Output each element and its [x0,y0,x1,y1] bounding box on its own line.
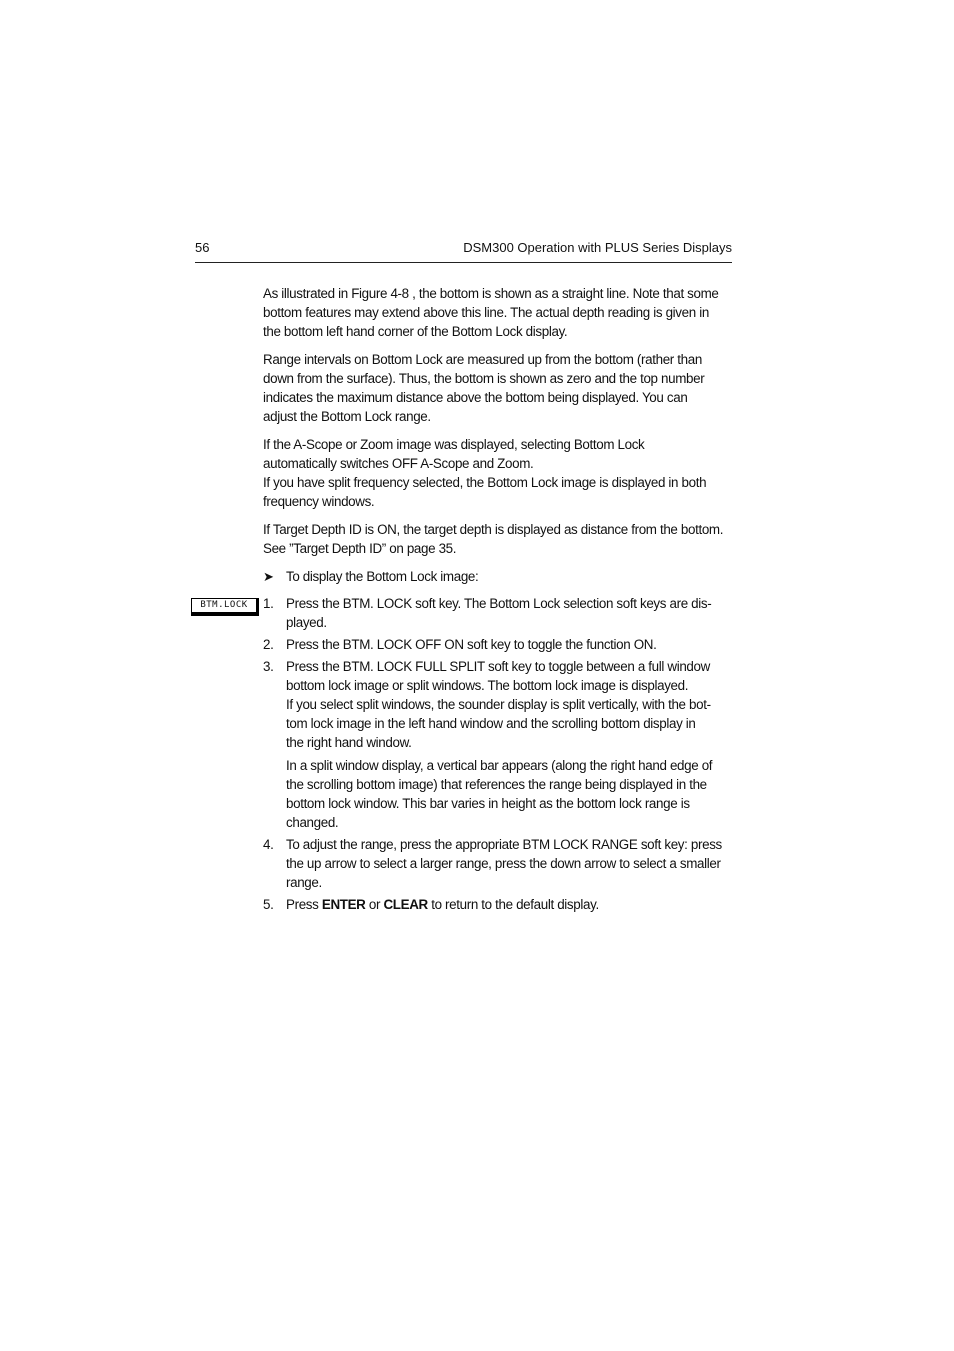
text-line: If you have split frequency selected, the Bottom Lock image is displayed in both [263,475,707,490]
step-5-text-end: to return to the default display. [431,897,599,912]
text-line: frequency windows. [263,494,375,509]
text-line: changed. [286,815,339,830]
text-line: If the A-Scope or Zoom image was displayed, selecting Bottom Lock [263,437,645,452]
text-line: adjust the Bottom Lock range. [263,409,431,424]
step-number: 5. [263,897,274,912]
step-5 [263,895,733,914]
enter-key-label: ENTER [321,897,366,912]
arrow-icon: ➤ [263,569,274,584]
running-title: DSM300 Operation with PLUS Series Displays [463,240,732,255]
text-line: range. [286,875,322,890]
procedure-intro-text: To display the Bottom Lock image: [286,569,479,584]
text-line: Press the BTM. LOCK FULL SPLIT soft key to toggle between a full window [286,659,710,674]
step-number: 1. [263,596,274,611]
text-line: See ”Target Depth ID” on page 35. [263,541,457,556]
paragraph-ascope-zoom [263,435,733,511]
text-line: played. [286,615,327,630]
text-line: the scrolling bottom image) that references the range being displayed in the [286,777,707,792]
text-line: automatically switches OFF A-Scope and Zoom. [263,456,534,471]
btm-lock-softkey-icon: BTM.LOCK [191,598,259,616]
paragraph-range-intervals [263,350,733,426]
step-5-text-start: Press [286,897,319,912]
step-4 [263,835,733,892]
text-line: the up arrow to select a larger range, press the down arrow to select a smaller [286,856,721,871]
text-line: To adjust the range, press the appropriate BTM LOCK RANGE soft key: press [286,837,722,852]
text-line: bottom features may extend above this line. The actual depth reading is given in [263,305,709,320]
step-2 [263,635,733,654]
paragraph-bottom-line [263,284,733,341]
step-3-note [286,756,733,832]
step-number: 4. [263,837,274,852]
steps-list [263,594,733,914]
text-line: the bottom left hand corner of the Bottom Lock display. [263,324,568,339]
step-number: 3. [263,659,274,674]
page-number: 56 [195,240,210,255]
text-line: bottom lock window. This bar varies in height as the bottom lock range is [286,796,690,811]
text-line: Press the BTM. LOCK OFF ON soft key to toggle the function ON. [286,637,657,652]
procedure-intro [263,567,733,586]
paragraph-target-depth [263,520,733,558]
clear-key-label: CLEAR [383,897,428,912]
text-line: down from the surface). Thus, the bottom is shown as zero and the top number [263,371,705,386]
text-line: As illustrated in Figure 4-8 , the bottom is shown as a straight line. Note that some [263,286,719,301]
text-line: the right hand window. [286,735,412,750]
text-line: bottom lock image or split windows. The bottom lock image is displayed. [286,678,689,693]
text-line: If Target Depth ID is ON, the target depth is displayed as distance from the bottom. [263,522,724,537]
text-line: Press the BTM. LOCK soft key. The Bottom Lock selection soft keys are dis- [286,596,712,611]
text-line: Range intervals on Bottom Lock are measured up from the bottom (rather than [263,352,702,367]
step-5-text-mid: or [368,897,381,912]
text-line: If you select split windows, the sounder display is split vertically, with the bot- [286,697,711,712]
body-text [263,284,733,917]
step-number: 2. [263,637,274,652]
text-line: indicates the maximum distance above the bottom being displayed. You can [263,390,688,405]
step-1 [263,594,733,632]
text-line: In a split window display, a vertical bar appears (along the right hand edge of [286,758,713,773]
page-header [195,238,732,263]
step-3 [263,657,733,832]
text-line: tom lock image in the left hand window and the scrolling bottom display in [286,716,696,731]
